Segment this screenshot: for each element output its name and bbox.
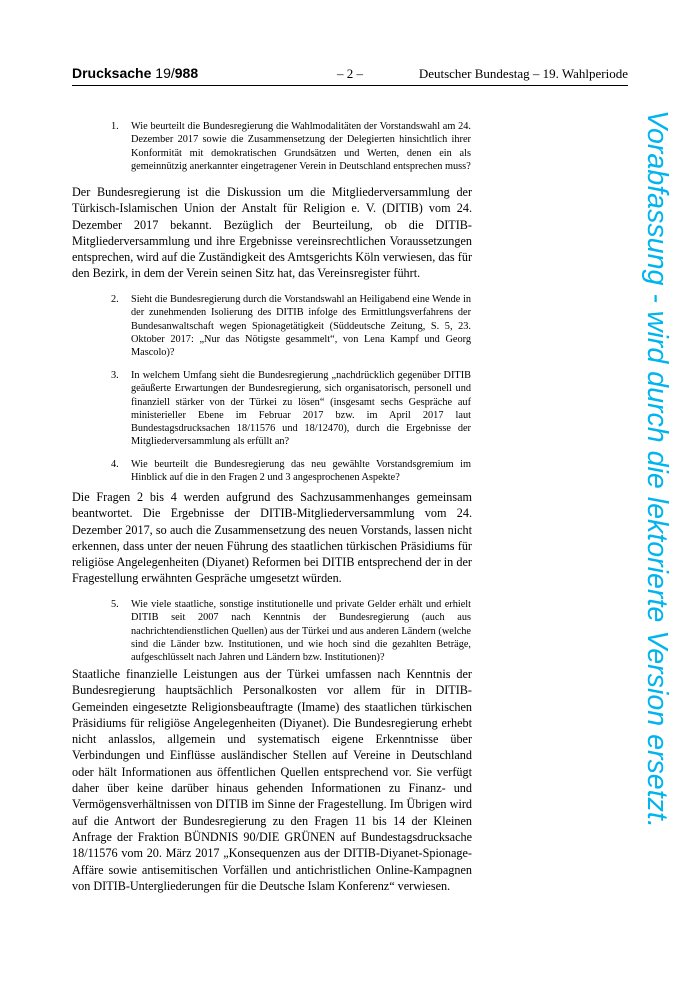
question-number: 4.	[111, 459, 119, 470]
page-header	[72, 63, 628, 86]
answer-1: Der Bundesregierung ist die Diskussion um die Mitgliederversammlung der Türkisch-Islamischen Union der Anstalt für Religion e. V. (DITIB) vom 24. Dezember 2017 bekannt. Bezüglich der Beurteilung, ob die DITIB-Mitgliederversammlung und ihre Ergebnisse vereinsrechtlichen Voraussetzungen entsprechen, wird auf die Zuständigkeit des Amtsgerichts Köln verwiesen, das für den Bezirk, in dem der Verein seinen Sitz hat, das Vereinsregister führt.	[72, 185, 472, 281]
question-number: 2.	[111, 294, 119, 305]
question-3	[111, 369, 471, 449]
question-number: 1.	[111, 121, 119, 132]
doc-period: 19/	[155, 65, 175, 81]
question-number: 3.	[111, 370, 119, 381]
question-text: In welchem Umfang sieht die Bundesregierung „nachdrücklich gegenüber DITIB geäußerte Erwartungen der Bundesregierung, sich organisatorisch, personell und finanziell stärker von der Türkei zu lösen“ (insgesamt sechs Gespräche auf ministerieller Ebene im Februar 2017 bzw. im April 2017 laut Bundestagsdrucksachen 18/11576 und 18/12470), durch die Ergebnisse der Mitgliederversammlung als erfüllt an?	[131, 370, 471, 448]
question-text: Sieht die Bundesregierung durch die Vorstandswahl an Heiligabend eine Wende in der zunehmenden Isolierung des DITIB infolge des Ermittlungsverfahrens der Bundesanwaltschaft wegen Spionagetätigkeit (Süddeutsche Zeitung, S. 5, 23. Oktober 2017: „Nur das Nötigste gesammelt“, von Lena Kampf und Georg Mascolo)?	[131, 294, 471, 359]
question-text: Wie viele staatliche, sonstige institutionelle und private Gelder erhält und erhielt DITIB seit 2007 nach Kenntnis der Bundesregierung (auch aus nachrichtendienstlichen Quellen) aus der Türkei und aus anderen Ländern (welche sind die Länder bzw. Institutionen, und wie hoch sind die gezahlten Beträge, aufgeschlüsselt nach Jahren und Ländern bzw. Institutionen)?	[131, 599, 471, 664]
doc-number: 988	[174, 65, 199, 81]
question-1	[111, 120, 471, 173]
doc-label: Drucksache	[72, 65, 152, 81]
page-number: – 2 –	[337, 66, 363, 81]
question-number: 5.	[111, 599, 119, 610]
answer-2: Die Fragen 2 bis 4 werden aufgrund des Sachzusammenhanges gemeinsam beantwortet. Die Ergebnisse der DITIB-Mitgliederversammlung vom 24. Dezember 2017, so auch die Zusammensetzung des neuen Vorstands, lassen nicht erkennen, dass unter der neuen Führung des staatlichen türkischen Präsidiums für religiöse Angelegenheiten (Diyanet) Reformen bei DITIB entsprechend der in der Fragestellung erwähnten Gespräche umgesetzt würden.	[72, 490, 472, 586]
question-4	[111, 458, 471, 485]
question-5	[111, 598, 471, 664]
question-2	[111, 293, 471, 359]
question-text: Wie beurteilt die Bundesregierung die Wahlmodalitäten der Vorstandswahl am 24. Dezember 2017 sowie die Zusammensetzung der Delegierten hinsichtlich ihrer Konformität mit demokratischen Grundsätzen und Werten, denen ein als gemeinnützig anerkannter eingetragener Verein in Deutschland entsprechen muss?	[131, 121, 471, 172]
issuer: Deutscher Bundestag – 19. Wahlperiode	[418, 66, 628, 81]
answer-3: Staatliche finanzielle Leistungen aus der Türkei umfassen nach Kenntnis der Bundesregierung hauptsächlich Personalkosten vor allem für in DITIB-Gemeinden eingesetzte Religionsbeauftragte (Imame) des staatlichen türkischen Präsidiums für religiöse Angelegenheiten (Diyanet). Die Bundesregierung erhebt nicht anlasslos, allgemein und systematisch eigene Erkenntnisse über Verbindungen und Einflüsse ausländischer Stellen auf Vereine in Deutschland oder hält Informationen aus öffentlichen Quellen entsprechend vor. Sie verfügt daher über keine darüber hinaus gehenden Informationen zu Finanz- und Vermögensverhältnissen von DITIB im Sinne der Fragestellung. Im Übrigen wird auf die Antwort der Bundesregierung zu den Fragen 11 bis 14 der Kleinen Anfrage der Fraktion BÜNDNIS 90/DIE GRÜNEN auf Bundestagsdrucksache 18/11576 vom 20. März 2017 „Konsequenzen aus der DITIB-Diyanet-Spionage-Affäre sowie antisemitischen Vorfällen und antichristlichen Online-Kampagnen von DITIB-Untergliederungen für die Deutsche Islam Konferenz“ verwiesen.	[72, 667, 472, 893]
question-text: Wie beurteilt die Bundesregierung das neu gewählte Vorstandsgremium im Hinblick auf die in den Fragen 2 und 3 angesprochenen Aspekte?	[131, 459, 471, 484]
draft-watermark: Vorabfassung - wird durch die lektorierte Version ersetzt.	[641, 110, 673, 828]
